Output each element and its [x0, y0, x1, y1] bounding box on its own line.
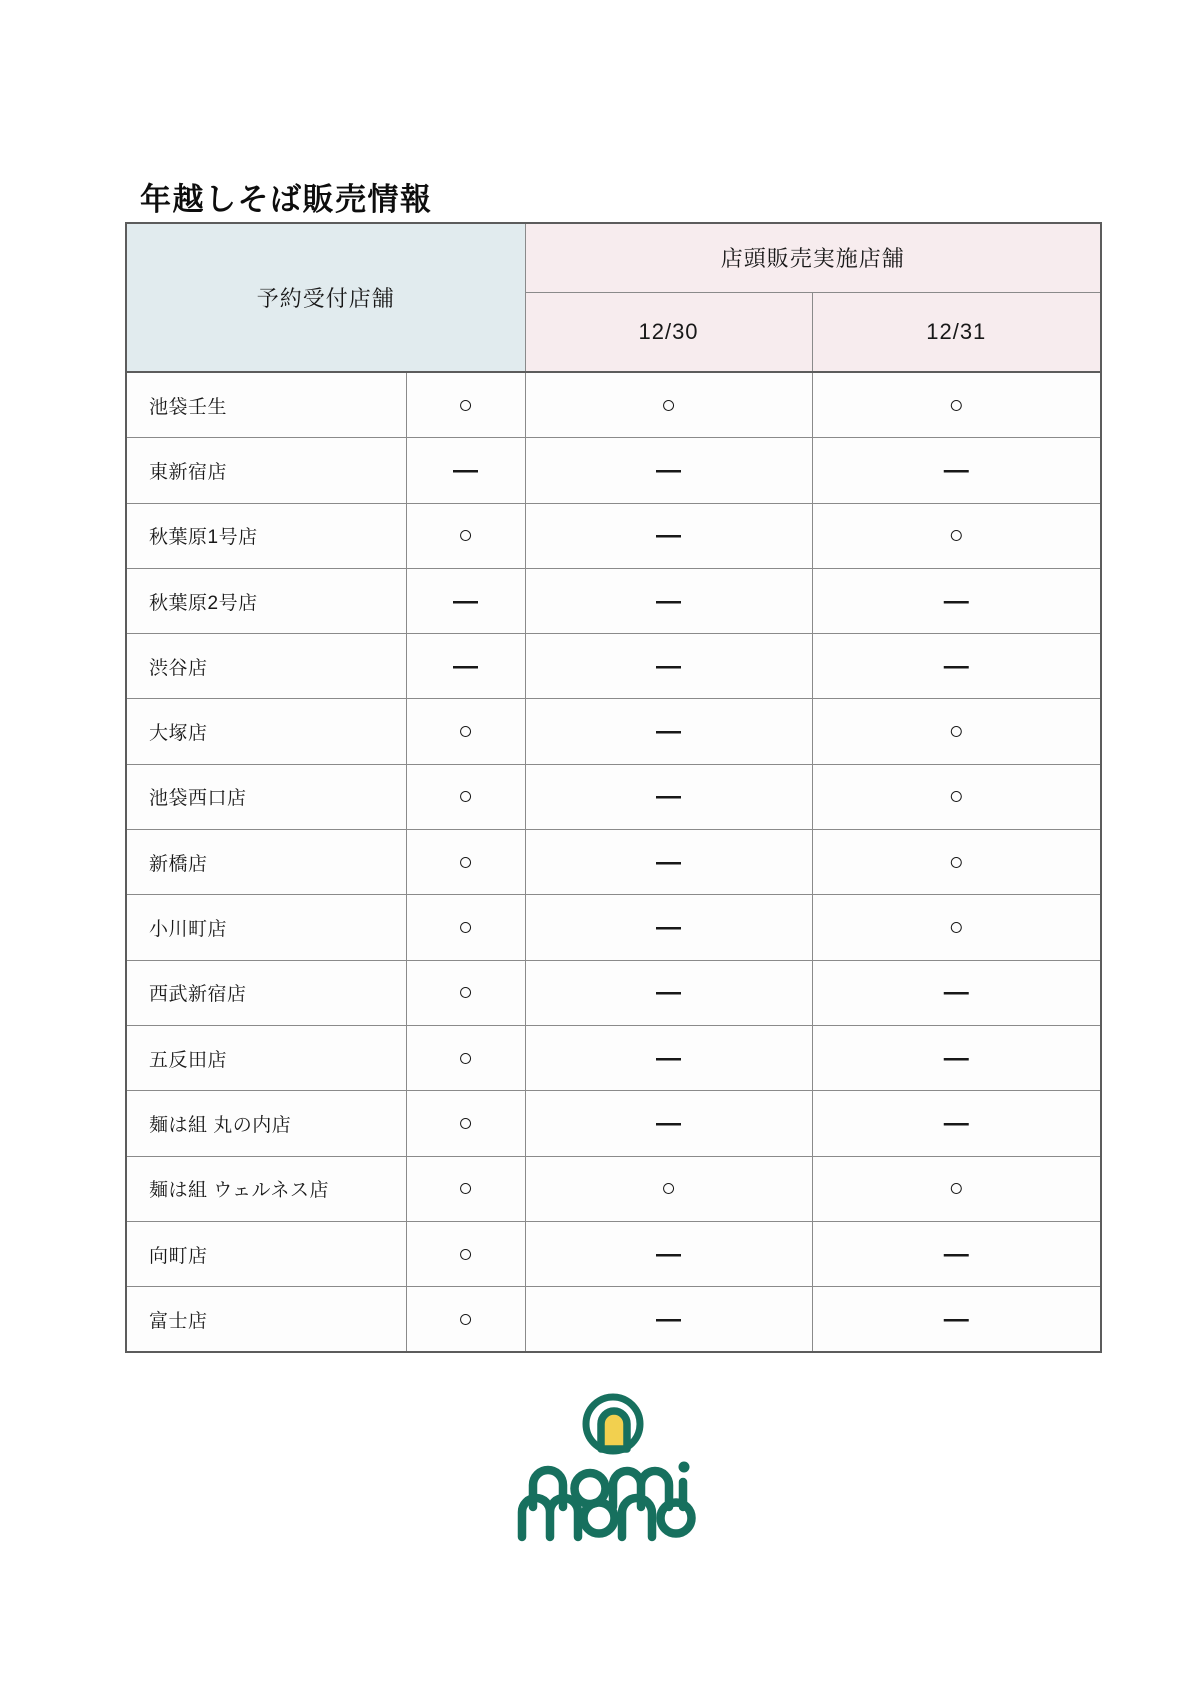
logo-word-mono-icon — [522, 1498, 692, 1537]
mark-cell-1230: ― — [525, 1221, 812, 1286]
table-row — [126, 372, 1101, 438]
table-row — [126, 568, 1101, 633]
soba-sales-table — [125, 222, 1102, 1353]
page-title: 年越しそば販売情報 — [140, 182, 433, 217]
store-name-cell: 新橋店 — [126, 830, 406, 895]
store-name-cell: 麺は組 丸の内店 — [126, 1091, 406, 1156]
table-row — [126, 1156, 1101, 1221]
mark-cell-1230: ― — [525, 960, 812, 1025]
store-name-cell: 西武新宿店 — [126, 960, 406, 1025]
mark-cell-1231: ○ — [812, 830, 1101, 895]
nomimono-logo-graphic — [485, 1385, 725, 1550]
mark-cell-reservation: ○ — [406, 1091, 525, 1156]
mark-cell-1231: ― — [812, 568, 1101, 633]
table-header — [126, 223, 1101, 372]
mark-cell-1231: ○ — [812, 503, 1101, 568]
mark-cell-1231: ― — [812, 1287, 1101, 1353]
mark-cell-reservation: ○ — [406, 830, 525, 895]
mark-cell-1231: ○ — [812, 1156, 1101, 1221]
mark-cell-1230: ○ — [525, 1156, 812, 1221]
mark-cell-reservation: ○ — [406, 699, 525, 764]
nomimono-logo — [485, 1385, 725, 1550]
mark-cell-reservation: ○ — [406, 764, 525, 829]
mark-cell-1230: ― — [525, 503, 812, 568]
mark-cell-1230: ― — [525, 895, 812, 960]
header-date-1230: 12/30 — [525, 292, 812, 372]
mark-cell-1231: ― — [812, 438, 1101, 503]
store-name-cell: 小川町店 — [126, 895, 406, 960]
mark-cell-1230: ― — [525, 764, 812, 829]
table-row — [126, 438, 1101, 503]
store-name-cell: 池袋西口店 — [126, 764, 406, 829]
mark-cell-1230: ― — [525, 1091, 812, 1156]
table-row — [126, 1091, 1101, 1156]
mark-cell-1230: ― — [525, 830, 812, 895]
mark-cell-1230: ― — [525, 1025, 812, 1090]
mark-cell-1230: ― — [525, 438, 812, 503]
store-name-cell: 東新宿店 — [126, 438, 406, 503]
table-row — [126, 634, 1101, 699]
mark-cell-reservation: ○ — [406, 1156, 525, 1221]
mark-cell-1231: ○ — [812, 699, 1101, 764]
table-row — [126, 1025, 1101, 1090]
mark-cell-1231: ○ — [812, 895, 1101, 960]
table-row — [126, 699, 1101, 764]
mark-cell-reservation: ○ — [406, 1025, 525, 1090]
mark-cell-1231: ― — [812, 1221, 1101, 1286]
mark-cell-1231: ○ — [812, 372, 1101, 438]
mark-cell-1231: ― — [812, 634, 1101, 699]
store-name-cell: 五反田店 — [126, 1025, 406, 1090]
table-row — [126, 503, 1101, 568]
table-row — [126, 895, 1101, 960]
table-row — [126, 1287, 1101, 1353]
store-name-cell: 麺は組 ウェルネス店 — [126, 1156, 406, 1221]
store-name-cell: 向町店 — [126, 1221, 406, 1286]
table-row — [126, 1221, 1101, 1286]
store-name-cell: 池袋壬生 — [126, 372, 406, 438]
header-date-1231: 12/31 — [812, 292, 1101, 372]
store-name-cell: 秋葉原1号店 — [126, 503, 406, 568]
mark-cell-1231: ― — [812, 960, 1101, 1025]
store-name-cell: 富士店 — [126, 1287, 406, 1353]
store-name-cell: 大塚店 — [126, 699, 406, 764]
mark-cell-reservation: ○ — [406, 895, 525, 960]
mark-cell-reservation: ○ — [406, 1287, 525, 1353]
mark-cell-reservation: ― — [406, 568, 525, 633]
table-row — [126, 960, 1101, 1025]
table-row — [126, 830, 1101, 895]
store-table-body — [126, 372, 1101, 1352]
mark-cell-1230: ― — [525, 699, 812, 764]
mark-cell-1230: ― — [525, 634, 812, 699]
mark-cell-1230: ○ — [525, 372, 812, 438]
mark-cell-1230: ― — [525, 568, 812, 633]
mark-cell-reservation: ○ — [406, 503, 525, 568]
mark-cell-1231: ― — [812, 1091, 1101, 1156]
mark-cell-reservation: ― — [406, 634, 525, 699]
mark-cell-1230: ― — [525, 1287, 812, 1353]
header-reservation-stores: 予約受付店舗 — [126, 223, 525, 372]
logo-arch-mark-icon — [586, 1397, 640, 1451]
store-name-cell: 渋谷店 — [126, 634, 406, 699]
mark-cell-1231: ○ — [812, 764, 1101, 829]
table-row — [126, 764, 1101, 829]
mark-cell-reservation: ― — [406, 438, 525, 503]
mark-cell-1231: ― — [812, 1025, 1101, 1090]
header-walkin-stores: 店頭販売実施店舗 — [525, 223, 1101, 292]
mark-cell-reservation: ○ — [406, 372, 525, 438]
mark-cell-reservation: ○ — [406, 1221, 525, 1286]
mark-cell-reservation: ○ — [406, 960, 525, 1025]
store-name-cell: 秋葉原2号店 — [126, 568, 406, 633]
